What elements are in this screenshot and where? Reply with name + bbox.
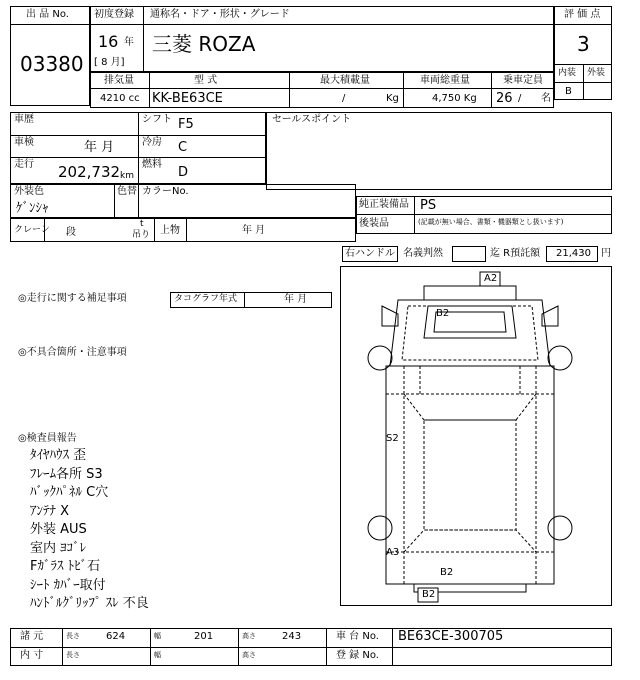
upper-date: 年 月	[242, 225, 266, 236]
damage-mark: S2	[386, 433, 399, 444]
registration-month: [ 8 月]	[94, 57, 125, 68]
max-load-label: 最大積載量	[320, 75, 370, 86]
rating-label: 評 価 点	[564, 9, 601, 20]
rhd-label: 右ハンドル	[345, 248, 395, 259]
crane-unit: 段	[66, 227, 76, 238]
aftermarket-note: (記載が無い場合、書類・機器類とし扱います)	[418, 218, 564, 226]
ext-color-value: ｹﾞﾝｼｬ	[16, 201, 49, 216]
inspector-line: ﾀｲﾔﾊｳｽ 歪	[30, 448, 87, 463]
inspector-line: Fｶﾞﾗｽ ﾄﾋﾞ石	[30, 559, 101, 574]
damage-mark: B2	[436, 308, 450, 319]
inspector-line: 外装 AUS	[30, 522, 87, 537]
tachograph-value: 年 月	[284, 294, 308, 305]
fuel-value: D	[178, 165, 189, 180]
interior-grade: B	[565, 86, 572, 97]
registration-number-label: 登 録 No.	[336, 650, 379, 661]
ext-color-label: 外装色	[14, 186, 44, 197]
height-label: 高さ	[242, 632, 256, 640]
shift-value: F5	[178, 117, 194, 132]
displacement-label: 排気量	[104, 75, 134, 86]
registration-year-unit: 年	[124, 37, 134, 48]
crane-label: クレーン	[14, 225, 50, 235]
capacity-unit: 名	[541, 93, 551, 104]
width-label: 幅	[154, 632, 161, 640]
lot-number-label: 出 品 No.	[26, 9, 69, 20]
inspector-label: ◎検査員報告	[18, 433, 77, 444]
model-name-label: 通称名・ドア・形状・グレード	[150, 9, 290, 20]
damage-mark: A3	[386, 547, 400, 558]
displacement-value: 4210 cc	[100, 93, 140, 104]
ac-value: C	[178, 140, 188, 155]
history-label: 車歴	[14, 114, 34, 125]
car-name: 三菱 ROZA	[152, 32, 256, 56]
shift-label: シフト	[142, 114, 172, 125]
chassis-label: 車 台 No.	[336, 631, 379, 642]
inspector-line: ﾊﾝﾄﾞﾙｸﾞﾘｯﾌﾟ ｽﾚ 不良	[30, 596, 149, 611]
gross-weight-label: 車両総重量	[420, 75, 470, 86]
color-change-label: 色替	[117, 186, 137, 197]
mileage-unit: km	[120, 171, 134, 181]
inspector-line: ﾊﾞｯｸﾊﾟﾈﾙ C穴	[30, 485, 109, 500]
model-type-label: 型 式	[194, 75, 218, 86]
recycle-unit: 円	[601, 248, 611, 259]
max-load-unit: Kg	[386, 93, 399, 104]
equipment-label: 純正装備品	[359, 199, 409, 210]
mileage-label: 走行	[14, 159, 34, 170]
gross-weight-value: 4,750 Kg	[432, 93, 477, 104]
damage-mark: B2	[422, 589, 436, 600]
upper-label: 上物	[160, 225, 180, 236]
sales-point-label: セールスポイント	[272, 114, 352, 125]
mileage-value: 202,732	[58, 163, 121, 181]
color-code-label: カラーNo.	[142, 186, 189, 197]
inner-height-label: 高さ	[242, 651, 256, 659]
registration-year: 16	[98, 32, 119, 51]
length-label: 長さ	[66, 632, 80, 640]
rating-score: 3	[577, 32, 590, 56]
inspector-line: ﾌﾚｰﾑ各所 S3	[30, 466, 103, 482]
interior-label: 内装	[558, 68, 577, 78]
driving-note-label: ◎走行に関する補足事項	[18, 293, 127, 304]
equipment-value: PS	[420, 198, 437, 213]
recycle-label: 迄 R預託額	[490, 248, 541, 259]
inspector-line: 室内 ﾖｺﾞﾚ	[30, 540, 87, 556]
inspector-line: ｼｰﾄ ｶﾊﾞｰ取付	[30, 577, 106, 593]
tachograph-label: タコグラフ年式	[174, 294, 238, 304]
inspection-value: 年 月	[84, 140, 115, 155]
max-load-value: /	[342, 93, 346, 104]
length-value: 624	[106, 631, 126, 642]
inner-width-label: 幅	[154, 651, 161, 659]
damage-mark: B2	[440, 567, 454, 578]
defect-label: ◎不具合箇所・注意事項	[18, 347, 127, 358]
chassis-value: BE63CE-300705	[398, 629, 504, 644]
dimensions-label: 諸 元	[20, 631, 44, 642]
capacity-label: 乗車定員	[503, 75, 543, 86]
inner-length-label: 長さ	[66, 651, 80, 659]
crane-tonnage-unit: t	[140, 219, 144, 229]
ac-label: 冷房	[142, 137, 162, 148]
capacity-value: 26	[496, 91, 513, 106]
damage-mark: A2	[484, 273, 498, 284]
first-registration-label: 初度登録	[94, 9, 134, 20]
crane-hang-label: 吊り	[132, 230, 151, 240]
fuel-label: 燃料	[142, 159, 162, 170]
width-value: 201	[194, 631, 214, 642]
aftermarket-label: 後装品	[359, 218, 389, 229]
height-value: 243	[282, 631, 302, 642]
capacity-slash: /	[518, 93, 522, 104]
inspection-label: 車検	[14, 137, 34, 148]
inspector-line: ｱﾝﾃﾅ X	[30, 503, 70, 519]
exterior-label: 外装	[587, 68, 606, 78]
lot-number: 03380	[20, 52, 84, 76]
name-change-label: 名義判然	[403, 248, 443, 259]
model-type-value: KK-BE63CE	[152, 91, 223, 106]
recycle-amount: 21,430	[556, 248, 591, 259]
inner-dimensions-label: 内 寸	[20, 650, 44, 661]
